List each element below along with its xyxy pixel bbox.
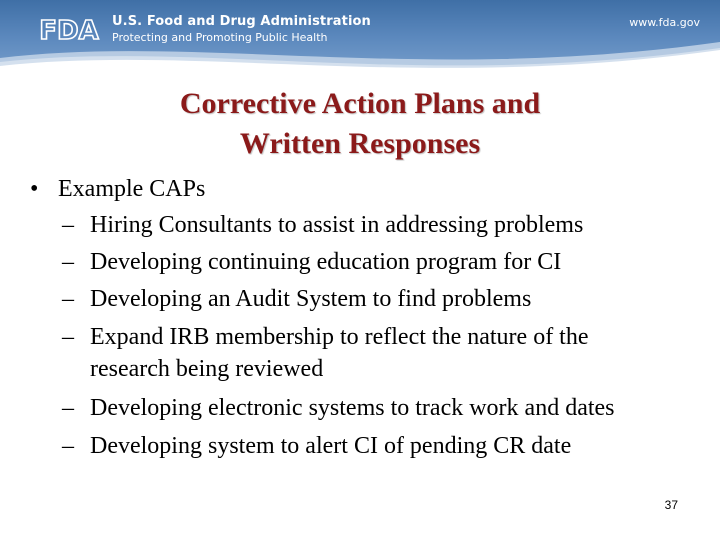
sub-bullet-item <box>62 210 690 240</box>
site-url-link[interactable]: www.fda.gov <box>629 16 700 29</box>
sub-bullet-item <box>62 431 690 461</box>
header-banner <box>0 0 720 82</box>
dash-mark: – <box>62 212 74 238</box>
sub-bullet-item <box>62 284 690 314</box>
agency-name: U.S. Food and Drug Administration <box>112 14 371 29</box>
sub-bullet-text: Hiring Consultants to assist in addressing problems <box>90 212 584 238</box>
dash-mark: – <box>62 286 74 312</box>
dash-mark: – <box>62 395 74 421</box>
fda-logo-icon <box>34 14 104 44</box>
sub-bullet-text: Developing continuing education program for CI <box>90 249 562 275</box>
svg-text:FDA: FDA <box>39 16 99 44</box>
slide-title-line-2: Written Responses <box>239 127 481 160</box>
bullet-mark: • <box>30 176 39 202</box>
bullet-text: Example CAPs <box>58 176 206 202</box>
sub-bullet-item <box>62 321 690 385</box>
banner-swoosh-decoration <box>0 0 720 82</box>
sub-bullet-item <box>62 247 690 277</box>
agency-tagline: Protecting and Promoting Public Health <box>112 31 328 44</box>
slide-title-line-1: Corrective Action Plans and <box>179 87 541 120</box>
slide-title <box>110 84 610 164</box>
bullet-item <box>30 174 690 204</box>
sub-bullet-text: Expand IRB membership to reflect the nature of the research being reviewed <box>90 324 589 382</box>
sub-bullet-list <box>62 210 690 461</box>
slide-body <box>30 174 690 468</box>
sub-bullet-text: Developing an Audit System to find problems <box>90 286 532 312</box>
sub-bullet-text: Developing system to alert CI of pending CR date <box>90 433 572 459</box>
sub-bullet-text: Developing electronic systems to track work and dates <box>90 395 615 421</box>
dash-mark: – <box>62 249 74 275</box>
sub-bullet-item <box>62 392 690 424</box>
dash-mark: – <box>62 433 74 459</box>
slide-page-number: 37 <box>664 498 678 512</box>
dash-mark: – <box>62 324 74 350</box>
